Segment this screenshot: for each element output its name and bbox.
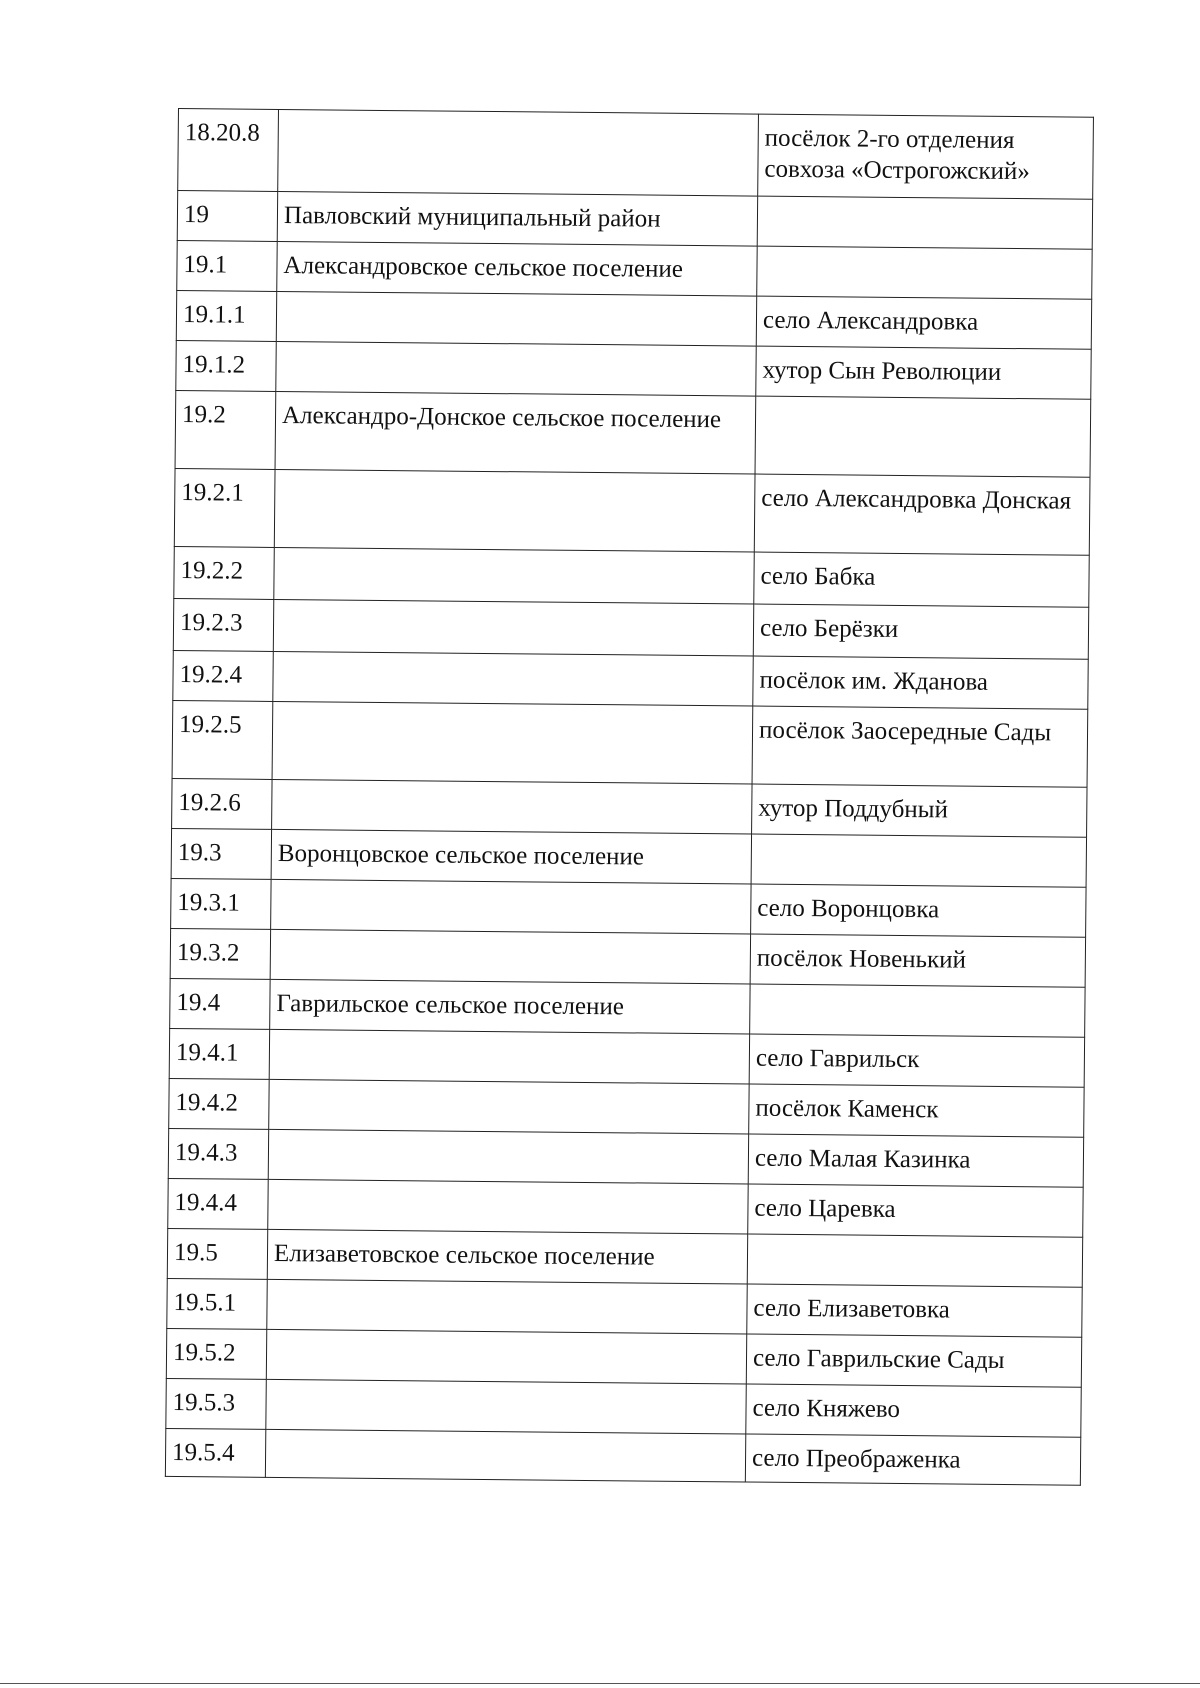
page-bottom-rule: [0, 1683, 1200, 1684]
table-row: [177, 191, 1092, 250]
row-number-cell: 19.5.3: [166, 1378, 266, 1429]
row-number-cell: 19.2.3: [173, 598, 273, 651]
settlement-name-cell: село Александровка Донская: [754, 474, 1090, 555]
settlement-name-cell: посёлок им. Жданова: [753, 656, 1088, 709]
row-number-cell: 19.5.1: [167, 1278, 267, 1329]
municipality-name-cell: [272, 701, 753, 784]
table-row: [175, 390, 1091, 477]
table-row: [167, 1228, 1082, 1287]
table-row: [168, 1178, 1083, 1237]
municipality-name-cell: Александро-Донское сельское поселение: [275, 391, 756, 474]
settlement-name-cell: посёлок Заосередные Сады: [752, 706, 1088, 787]
table-row: [167, 1278, 1082, 1337]
municipality-name-cell: Павловский муниципальный район: [277, 191, 757, 246]
settlement-name-cell: село Гаврильские Сады: [746, 1334, 1081, 1387]
row-number-cell: 19.1.2: [176, 340, 276, 391]
settlement-name-cell: село Гаврильск: [749, 1034, 1084, 1087]
settlement-name-cell: хутор Поддубный: [752, 784, 1087, 837]
municipality-name-cell: [265, 1429, 745, 1482]
row-number-cell: 19.2.5: [172, 700, 273, 779]
municipality-name-cell: [269, 1079, 749, 1134]
row-number-cell: 19.5: [167, 1228, 267, 1279]
table-row: [171, 878, 1086, 937]
settlement-name-cell: [747, 1234, 1082, 1287]
table-row: [170, 978, 1085, 1037]
municipality-name-cell: [276, 341, 756, 396]
row-number-cell: 19.2.4: [173, 650, 273, 701]
table-row: [169, 1028, 1084, 1087]
settlement-name-cell: хутор Сын Революции: [756, 346, 1091, 399]
settlement-name-cell: посёлок 2-го отделения совхоза «Острогожский»: [758, 114, 1094, 199]
table-row: [173, 650, 1088, 709]
row-number-cell: 19.1: [177, 240, 277, 291]
table-row: [173, 598, 1088, 659]
row-number-cell: 19.3.2: [170, 928, 270, 979]
table-row: [178, 109, 1094, 200]
table-row: [166, 1328, 1081, 1387]
table-row: [174, 546, 1089, 607]
table-row: [176, 340, 1091, 399]
row-number-cell: 19.3: [171, 828, 271, 879]
municipality-name-cell: [271, 879, 751, 934]
settlement-name-cell: посёлок Каменск: [749, 1084, 1084, 1137]
table-row: [166, 1378, 1081, 1437]
municipality-name-cell: [276, 291, 756, 346]
row-number-cell: 19.4.1: [169, 1028, 269, 1079]
settlement-name-cell: село Княжево: [746, 1384, 1081, 1437]
settlement-name-cell: село Малая Казинка: [748, 1134, 1083, 1187]
row-number-cell: 19.4.3: [168, 1128, 268, 1179]
municipality-name-cell: [268, 1129, 748, 1184]
table-row: [176, 290, 1091, 349]
table-row: [170, 928, 1085, 987]
row-number-cell: 19: [177, 191, 277, 242]
settlement-name-cell: [755, 396, 1091, 477]
municipality-name-cell: [266, 1379, 746, 1434]
table-row: [169, 1078, 1084, 1137]
row-number-cell: 19.1.1: [176, 290, 276, 341]
municipality-name-cell: Воронцовское сельское поселение: [271, 829, 751, 884]
municipality-name-cell: [268, 1179, 748, 1234]
table-row: [172, 778, 1087, 837]
settlements-table-body: [165, 109, 1093, 1486]
municipality-name-cell: Елизаветовское сельское поселение: [267, 1229, 747, 1284]
settlement-name-cell: [750, 984, 1085, 1037]
row-number-cell: 19.4.4: [168, 1178, 268, 1229]
row-number-cell: 19.2.2: [174, 546, 274, 599]
municipality-name-cell: Александровское сельское поселение: [277, 241, 757, 296]
municipality-name-cell: [266, 1329, 746, 1384]
settlements-table: [165, 108, 1094, 1486]
row-number-cell: 19.4: [170, 978, 270, 1029]
table-row: [165, 1428, 1080, 1485]
municipality-name-cell: [273, 599, 753, 656]
municipality-name-cell: [274, 469, 755, 552]
row-number-cell: 19.5.4: [165, 1428, 265, 1477]
row-number-cell: 19.2: [175, 390, 276, 469]
municipality-name-cell: [274, 547, 754, 604]
row-number-cell: 18.20.8: [178, 109, 279, 192]
row-number-cell: 19.3.1: [171, 878, 271, 929]
settlement-name-cell: [751, 834, 1086, 887]
table-row: [177, 240, 1092, 299]
settlement-name-cell: [757, 196, 1092, 249]
settlement-name-cell: село Воронцовка: [751, 884, 1086, 937]
table-row: [168, 1128, 1083, 1187]
settlement-name-cell: посёлок Новенький: [750, 934, 1085, 987]
settlement-name-cell: село Берёзки: [753, 604, 1088, 659]
table-row: [171, 828, 1086, 887]
settlement-name-cell: село Александровка: [756, 296, 1091, 349]
settlement-name-cell: село Елизаветовка: [747, 1284, 1082, 1337]
settlement-name-cell: село Царевка: [748, 1184, 1083, 1237]
settlement-name-cell: село Преображенка: [745, 1434, 1080, 1485]
row-number-cell: 19.2.6: [172, 778, 272, 829]
settlement-name-cell: [757, 246, 1092, 299]
municipality-name-cell: [273, 651, 753, 706]
municipality-name-cell: [269, 1029, 749, 1084]
row-number-cell: 19.4.2: [169, 1078, 269, 1129]
settlement-name-cell: село Бабка: [754, 552, 1089, 607]
row-number-cell: 19.5.2: [166, 1328, 266, 1379]
municipality-name-cell: [270, 929, 750, 984]
row-number-cell: 19.2.1: [174, 468, 275, 547]
municipality-name-cell: Гаврильское сельское поселение: [270, 979, 750, 1034]
table-row: [174, 468, 1090, 555]
municipality-name-cell: [272, 779, 752, 834]
municipality-name-cell: [278, 109, 759, 196]
municipality-name-cell: [267, 1279, 747, 1334]
table-row: [172, 700, 1088, 787]
